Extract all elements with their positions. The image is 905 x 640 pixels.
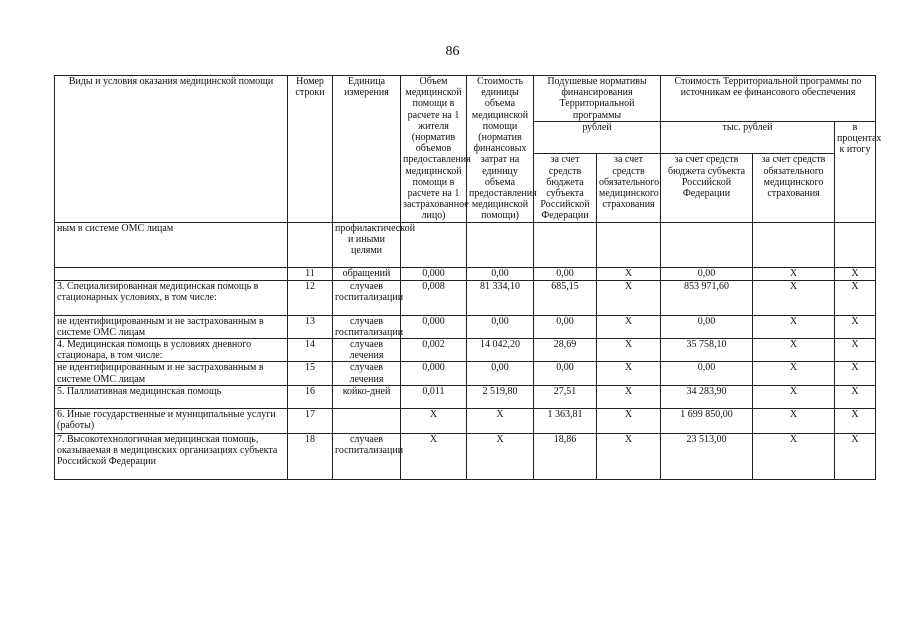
row-budget-norm: 27,51	[534, 385, 597, 408]
row-volume: X	[401, 433, 467, 479]
row-oms-norm: X	[597, 433, 661, 479]
row-number: 13	[288, 315, 333, 338]
row-unit: койко-дней	[333, 385, 401, 408]
row-budget-norm: 28,69	[534, 339, 597, 362]
row-oms-total: X	[753, 315, 835, 338]
row-percent: X	[835, 280, 876, 315]
row-oms-total	[753, 222, 835, 267]
row-cost: 0,00	[467, 362, 534, 385]
row-cost	[467, 222, 534, 267]
header-cost: Стоимость единицы объема медицинской помощи (норматив финансовых затрат на единицу объема предоставления медицинской помощи)	[467, 76, 534, 223]
row-number: 17	[288, 408, 333, 433]
row-volume: 0,000	[401, 362, 467, 385]
funding-table	[54, 75, 882, 480]
row-volume: 0,000	[401, 315, 467, 338]
table-row	[55, 222, 876, 267]
row-percent: X	[835, 315, 876, 338]
row-volume: 0,011	[401, 385, 467, 408]
row-budget-total: 1 699 850,00	[661, 408, 753, 433]
header-unit: Единица измерения	[333, 76, 401, 223]
row-unit: случаев лечения	[333, 339, 401, 362]
table-header	[55, 76, 882, 223]
table-row	[55, 385, 876, 408]
row-oms-total: X	[753, 433, 835, 479]
row-budget-total: 35 758,10	[661, 339, 753, 362]
header-rubles: рублей	[534, 121, 661, 154]
row-budget-total: 0,00	[661, 362, 753, 385]
row-budget-total: 0,00	[661, 267, 753, 280]
row-budget-norm: 1 363,81	[534, 408, 597, 433]
header-budget-source: за счет средств бюджета субъекта Российской Федерации	[534, 154, 597, 222]
row-unit: профилактической и иными целями	[333, 222, 401, 267]
row-cost: 0,00	[467, 267, 534, 280]
header-budget-source-total: за счет средств бюджета субъекта Российской Федерации	[661, 154, 753, 222]
table-row	[55, 433, 876, 479]
row-budget-total: 853 971,60	[661, 280, 753, 315]
header-oms-source-total: за счет средств обязательного медицинского страхования	[753, 154, 835, 222]
table-row	[55, 280, 876, 315]
row-number: 16	[288, 385, 333, 408]
row-kind	[55, 267, 288, 280]
row-unit	[333, 408, 401, 433]
row-cost: 14 042,20	[467, 339, 534, 362]
row-cost: 81 334,10	[467, 280, 534, 315]
row-percent: X	[835, 408, 876, 433]
table-row	[55, 408, 876, 433]
row-number: 18	[288, 433, 333, 479]
table-row	[55, 362, 876, 385]
row-oms-norm: X	[597, 280, 661, 315]
row-kind: не идентифицированным и не застрахованным в системе ОМС лицам	[55, 315, 288, 338]
row-number: 12	[288, 280, 333, 315]
header-thousand-rubles: тыс. рублей	[661, 121, 835, 154]
row-percent: X	[835, 267, 876, 280]
header-kind: Виды и условия оказания медицинской помощи	[55, 76, 288, 223]
row-number: 11	[288, 267, 333, 280]
row-budget-total: 34 283,90	[661, 385, 753, 408]
row-kind: 5. Паллиативная медицинская помощь	[55, 385, 288, 408]
header-territorial-cost: Стоимость Территориальной программы по источникам ее финансового обеспечения	[661, 76, 876, 122]
header-oms-source: за счет средств обязательного медицинского страхования	[597, 154, 661, 222]
row-oms-norm: X	[597, 408, 661, 433]
row-oms-total: X	[753, 385, 835, 408]
row-oms-total: X	[753, 339, 835, 362]
row-kind: ным в системе ОМС лицам	[55, 222, 288, 267]
row-kind: 3. Специализированная медицинская помощь в стационарных условиях, в том числе:	[55, 280, 288, 315]
row-budget-norm: 685,15	[534, 280, 597, 315]
row-cost: X	[467, 433, 534, 479]
row-oms-total: X	[753, 362, 835, 385]
header-percent-total: в процентах к итогу	[835, 121, 876, 222]
row-unit: случаев госпитализации	[333, 315, 401, 338]
row-percent: X	[835, 385, 876, 408]
header-per-capita: Подушевые нормативы финансирования Территориальной программы	[534, 76, 661, 122]
row-unit: случаев госпитализации	[333, 433, 401, 479]
row-percent: X	[835, 362, 876, 385]
row-unit: случаев госпитализации	[333, 280, 401, 315]
row-oms-total: X	[753, 280, 835, 315]
table-row	[55, 339, 876, 362]
row-kind: 6. Иные государственные и муниципальные услуги (работы)	[55, 408, 288, 433]
row-volume: X	[401, 408, 467, 433]
row-cost: 2 519,80	[467, 385, 534, 408]
row-oms-norm: X	[597, 385, 661, 408]
row-unit: случаев лечения	[333, 362, 401, 385]
row-volume: 0,000	[401, 267, 467, 280]
row-budget-norm: 18,86	[534, 433, 597, 479]
table-row	[55, 315, 876, 338]
row-budget-norm	[534, 222, 597, 267]
row-budget-norm: 0,00	[534, 362, 597, 385]
table-row	[55, 267, 876, 280]
row-cost: 0,00	[467, 315, 534, 338]
header-volume: Объем медицинской помощи в расчете на 1 жителя (норматив объемов предоставления медицинской помощи в расчете на 1 застрахованное лицо)	[401, 76, 467, 223]
row-oms-norm: X	[597, 339, 661, 362]
row-number	[288, 222, 333, 267]
header-row-number: Номер строки	[288, 76, 333, 223]
row-oms-total: X	[753, 267, 835, 280]
row-volume: 0,002	[401, 339, 467, 362]
row-number: 15	[288, 362, 333, 385]
row-oms-total: X	[753, 408, 835, 433]
row-percent	[835, 222, 876, 267]
row-budget-total	[661, 222, 753, 267]
row-budget-norm: 0,00	[534, 267, 597, 280]
row-cost: X	[467, 408, 534, 433]
row-kind: не идентифицированным и не застрахованным в системе ОМС лицам	[55, 362, 288, 385]
row-budget-total: 23 513,00	[661, 433, 753, 479]
row-kind: 4. Медицинская помощь в условиях дневного стационара, в том числе:	[55, 339, 288, 362]
row-percent: X	[835, 339, 876, 362]
row-oms-norm: X	[597, 267, 661, 280]
row-number: 14	[288, 339, 333, 362]
row-budget-norm: 0,00	[534, 315, 597, 338]
row-oms-norm	[597, 222, 661, 267]
page-number: 86	[445, 44, 460, 59]
row-volume: 0,008	[401, 280, 467, 315]
row-kind: 7. Высокотехнологичная медицинская помощь, оказываемая в медицинских организациях субъекта Российской Федерации	[55, 433, 288, 479]
row-oms-norm: X	[597, 362, 661, 385]
row-unit: обращений	[333, 267, 401, 280]
row-budget-total: 0,00	[661, 315, 753, 338]
row-oms-norm: X	[597, 315, 661, 338]
row-percent: X	[835, 433, 876, 479]
